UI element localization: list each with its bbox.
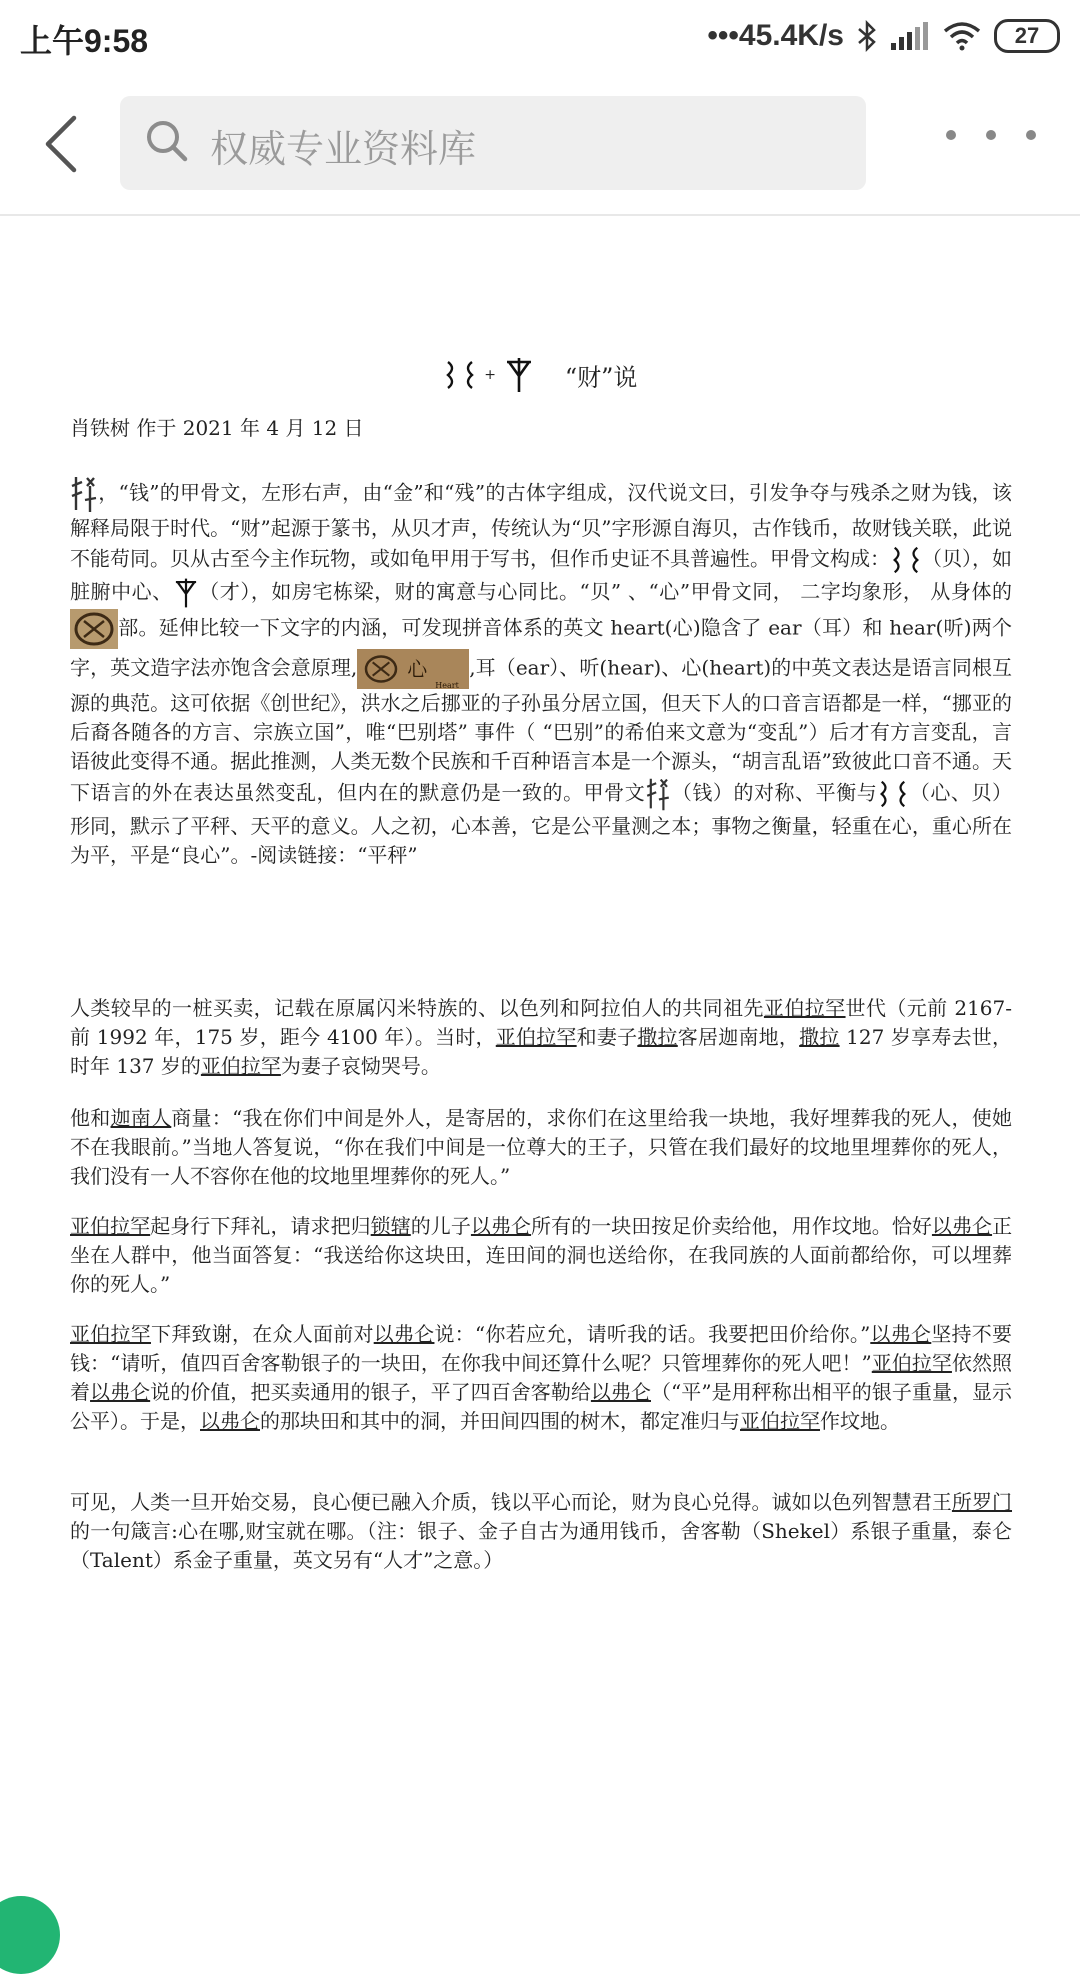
top-navigation-bar <box>0 72 1080 216</box>
p5-text: 依然照着 <box>70 1351 1013 1404</box>
p5-text: 下拜致谢，在众人面前对 <box>150 1322 374 1346</box>
link-ephron[interactable]: 以弗仑 <box>931 1214 993 1238</box>
link-ephron[interactable]: 以弗仑 <box>200 1409 260 1433</box>
link-abraham[interactable]: 亚伯拉罕 <box>200 1054 281 1078</box>
p5-text: （“平”是用秤称出相平的银子重量，显示公平）。于是， <box>70 1380 1013 1433</box>
paragraph-1-text-f: （钱）的对称、平衡与 <box>671 780 878 805</box>
link-abraham[interactable]: 亚伯拉罕 <box>763 996 846 1020</box>
paragraph-1-text-c: （才），如房宅栋梁，财的寓意与心同比。“贝” 、“心”甲骨文同， 二字均象形， 从身体的 <box>198 579 1012 604</box>
p4-text: 的儿子 <box>410 1214 471 1238</box>
p2-text: 和妻子 <box>576 1025 638 1049</box>
p2-text: 127 岁享寿去世，时年 137 岁的 <box>70 1025 1013 1078</box>
paragraph-4 <box>70 1212 1012 1299</box>
status-bar <box>0 0 1080 72</box>
link-ephron[interactable]: 以弗仑 <box>870 1322 932 1346</box>
p3-text: 商量：“我在你们中间是外人，是寄居的，求你们在这里给我一块地，我好埋葬我的死人，使她不在我眼前。”当地人答复说，“你在我们中间是一位尊大的王子，只管在我们最好的坟地里埋葬你的死人，我们没有一人不容你在他的坟地里埋葬你的死人。” <box>70 1106 1013 1188</box>
paragraph-1 <box>70 474 1012 870</box>
status-time: 上午9:58 <box>20 23 149 59</box>
link-ephron[interactable]: 以弗仑 <box>470 1214 532 1238</box>
p2-text: 世代（元前 2167-前 1992 年，175 岁，距今 4100 年）。当时， <box>70 996 1013 1049</box>
p4-text: 所有的一块田按足价卖给他，用作坟地。恰好 <box>531 1214 932 1238</box>
p2-text: 人类较早的一桩买卖，记载在原属闪米特族的、以色列和阿拉伯人的共同祖先 <box>70 996 764 1020</box>
paragraph-1-text-d: 部。延伸比较一下文字的内涵，可发现拼音体系的英文 heart(心)隐含了 ear（耳）和 hear(听)两个字，英文造字法亦饱含会意原理, <box>70 615 1012 680</box>
link-ephron[interactable]: 以弗仑 <box>590 1380 651 1404</box>
p4-text: 正坐在人群中，他当面答复：“我送给你这块田，连田间的洞也送给你，在我同族的人面前都给你，可以埋葬你的死人。” <box>70 1214 1013 1296</box>
paragraph-1-text-b: （贝），如脏腑中心、 <box>70 546 1012 604</box>
p5-text: 作坟地。 <box>820 1409 900 1433</box>
document-page <box>0 216 1080 1920</box>
link-sarah[interactable]: 撒拉 <box>799 1025 840 1049</box>
network-speed: •••45.4K/s <box>707 19 844 52</box>
bluetooth-icon <box>856 20 878 52</box>
link-abraham[interactable]: 亚伯拉罕 <box>70 1214 151 1238</box>
oracle-bone-qian-image <box>645 776 671 812</box>
paragraph-1-text-a: ，“钱”的甲骨文，左形右声，由“金”和“残”的古体字组成，汉代说文曰，引发争夺与残杀之财为钱，该解释局限于时代。“财”起源于篆书，从贝才声，传统认为“贝”字形源自海贝，古作钱币，故财钱关联，此说不能苟同。贝从古至今主作玩物，或如龟甲用于写书，但作币史证不具普遍性。甲骨文构成： <box>70 480 1012 571</box>
p3-text: 他和 <box>70 1106 111 1130</box>
link-canaanite[interactable]: 迦南人 <box>110 1106 172 1130</box>
paragraph-2 <box>70 994 1012 1081</box>
oracle-bone-bei-icon <box>890 543 922 577</box>
link-abraham[interactable]: 亚伯拉罕 <box>495 1025 577 1049</box>
link-abraham[interactable]: 亚伯拉罕 <box>70 1322 151 1346</box>
link-abraham[interactable]: 亚伯拉罕 <box>740 1409 820 1433</box>
p6-text: 的一句箴言:心在哪,财宝就在哪。（注：银子、金子自古为通用钱币，舍客勒（Shekel）系银子重量，泰仑（Talent）系金子重量，英文另有“人才”之意。） <box>70 1519 1012 1572</box>
p4-text: 起身行下拜礼，请求把归 <box>150 1214 371 1238</box>
back-arrow-icon[interactable] <box>40 112 84 176</box>
link-abraham[interactable]: 亚伯拉罕 <box>871 1351 952 1375</box>
paragraph-1-text-e: ,耳（ear）、听(hear)、心(heart)的中英文表达是语言同根互源的典范。这可依据《创世纪》，洪水之后挪亚的子孙虽分居立国，但天下人的口音言语都是一样，“挪亚的后裔各随各的方言、宗族立国”，唯“巴别塔” 事件（ “巴别”的希伯来文意为“变乱”）后才有方言变乱，言语彼此变得不通。据此推测，人类无数个民族和千百种语言本是一个源头，“胡言乱语”致彼此口音不通。天下语言的外在表达虽然变乱，但内在的默意仍是一致的。甲骨文 <box>70 655 1013 805</box>
p6-text: 可见，人类一旦开始交易，良心便已融入介质，钱以平心而论，财为良心兑得。诚如以色列智慧君王 <box>70 1490 952 1514</box>
oracle-bone-bei-icon <box>877 778 909 810</box>
heart-ear-image <box>357 649 469 689</box>
link-zohar[interactable]: 锁辖 <box>370 1214 411 1238</box>
more-options-icon[interactable] <box>946 120 1036 150</box>
battery-indicator: 27 <box>994 19 1060 53</box>
signal-icon <box>890 21 930 51</box>
heart-image-label: 心 <box>407 657 428 681</box>
oracle-bone-cai-icon <box>173 577 199 609</box>
search-input[interactable] <box>120 96 866 190</box>
p2-text: 为妻子哀恸哭号。 <box>280 1054 441 1078</box>
oracle-bone-qian-image <box>70 474 98 514</box>
paragraph-1-text-g: （心、贝） 形同，默示了平秤、天平的意义。人之初，心本善，它是公平量测之本；事物之衡量，轻重在心，重心所在为平，平是“良心”。-阅读链接：“平秤” <box>70 780 1013 867</box>
oracle-bone-bei-icon <box>443 358 477 392</box>
paragraph-5 <box>70 1320 1012 1436</box>
link-ephron[interactable]: 以弗仑 <box>90 1380 151 1404</box>
link-ephron[interactable]: 以弗仑 <box>373 1322 435 1346</box>
wifi-icon <box>942 21 982 51</box>
p5-text: 说的价值，把买卖通用的银子，平了四百舍客勒给 <box>150 1380 591 1404</box>
doc-title: + “财”说 <box>0 356 1080 394</box>
p2-text: 客居迦南地， <box>677 1025 800 1049</box>
link-solomon[interactable]: 所罗门 <box>951 1490 1013 1514</box>
search-placeholder: 权威专业资料库 <box>210 129 477 171</box>
paragraph-6 <box>70 1488 1012 1575</box>
p5-text: 的那块田和其中的洞，并田间四围的树木，都定准归与 <box>260 1409 740 1433</box>
p5-text: 坚持不要钱：“请听，值四百舍客勒银子的一块田，在你我中间还算什么呢？只管埋葬你的死人吧！” <box>70 1322 1013 1375</box>
doc-title-text: “财”说 <box>564 363 638 392</box>
p5-text: 说：“你若应允，请听我的话。我要把田价给你。” <box>434 1322 871 1346</box>
heart-image-caption: Heart <box>435 681 459 690</box>
heart-image <box>70 609 118 649</box>
oracle-bone-cai-icon <box>504 356 534 394</box>
search-icon <box>144 118 190 164</box>
link-sarah[interactable]: 撒拉 <box>637 1025 678 1049</box>
doc-author-line: 肖铁树 作于 2021 年 4 月 12 日 <box>70 416 364 440</box>
status-icons <box>707 16 1060 56</box>
paragraph-3 <box>70 1104 1012 1191</box>
